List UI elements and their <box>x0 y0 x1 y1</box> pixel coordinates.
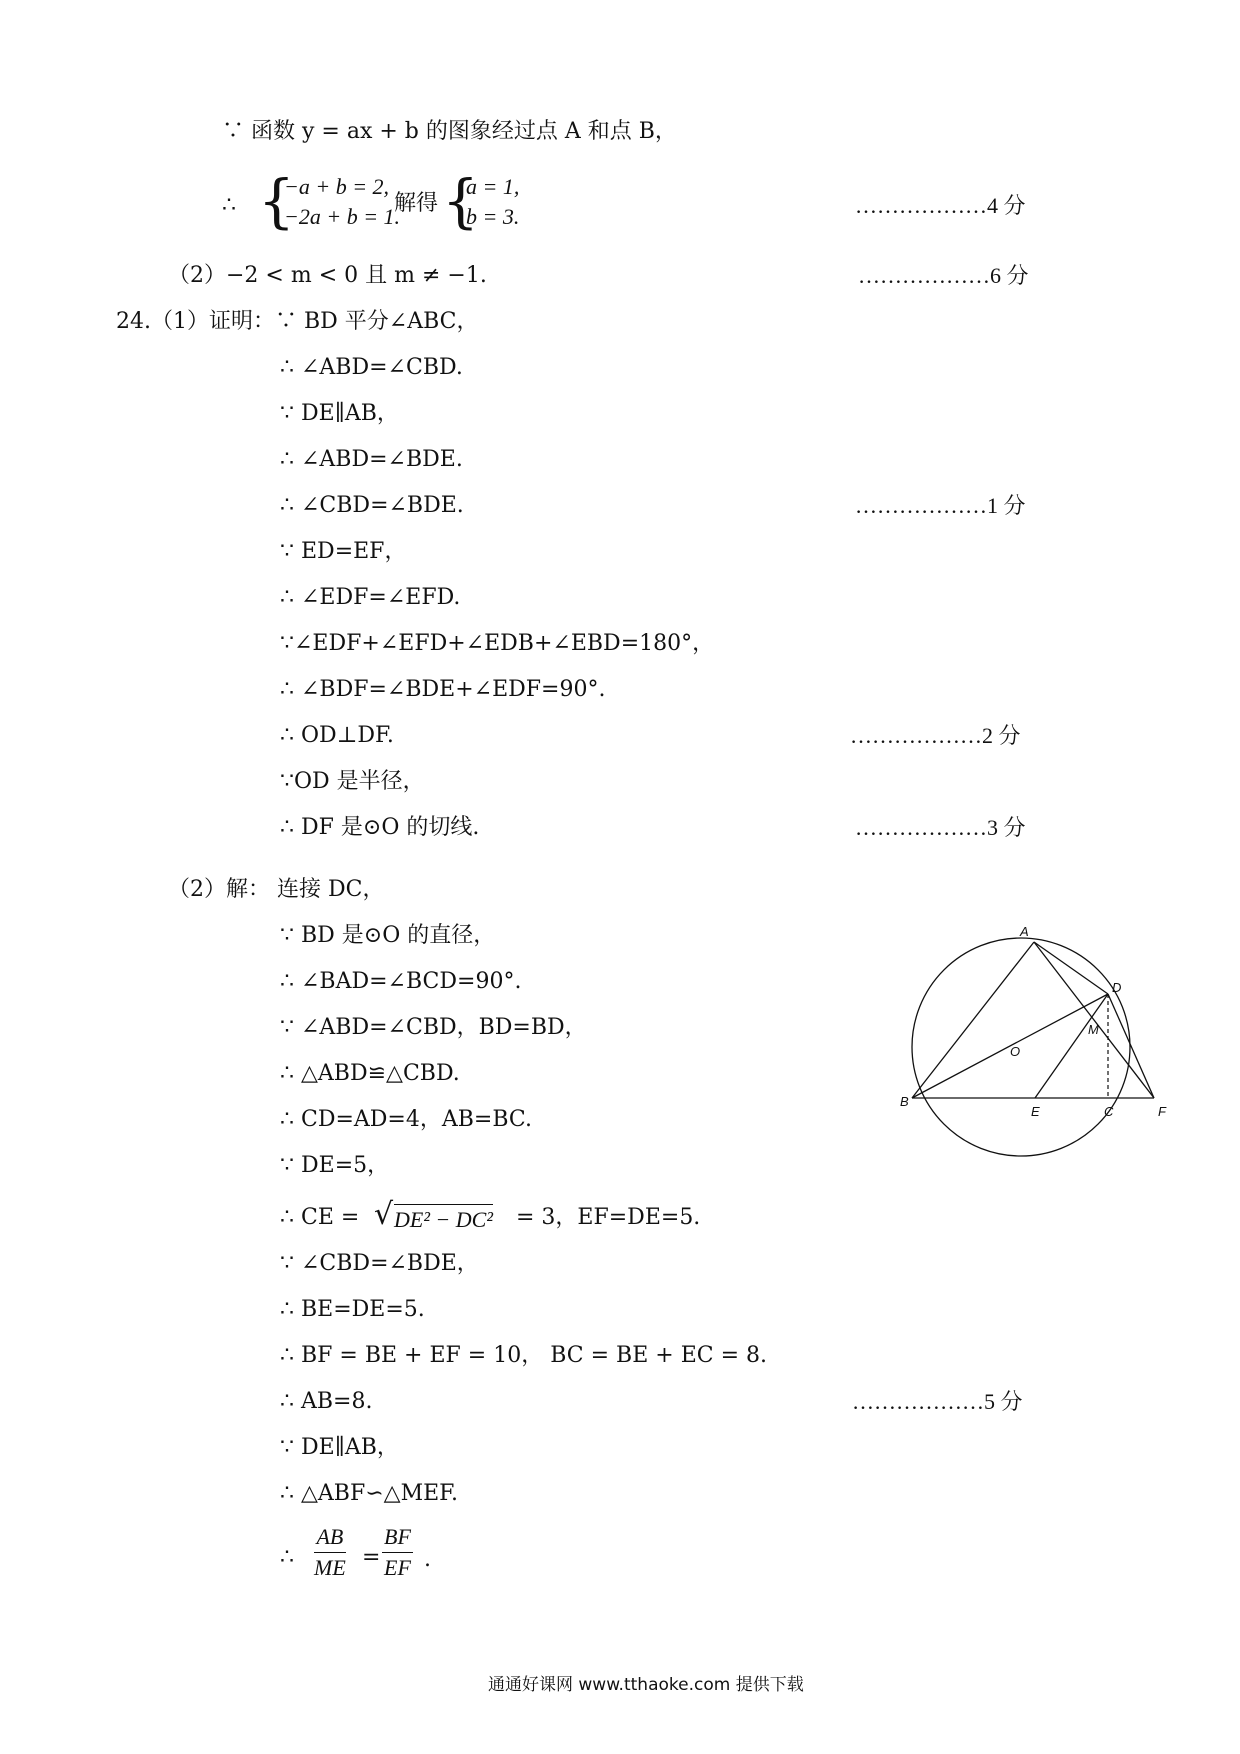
score-5: ………………5 分 <box>852 1389 1023 1414</box>
footer-credit: 通通好课网 www.tthaoke.com 提供下载 <box>488 1675 804 1695</box>
line-part-2-range: （2）−2 < m < 0 且 m ≠ −1. <box>168 263 487 288</box>
fraction-bf-ef <box>382 1524 413 1581</box>
solution-line-8: ∵ ∠CBD=∠BDE， <box>280 1251 479 1276</box>
score-2: ………………2 分 <box>850 723 1021 748</box>
score-6: ………………6 分 <box>858 263 1029 288</box>
fraction-bf-ef-denominator: EF <box>384 1555 411 1580</box>
equation-system-1 <box>284 172 400 232</box>
solution-line-3: ∵ ∠ABD=∠CBD，BD=BD， <box>280 1015 587 1040</box>
system-2-eq-2: b = 3. <box>466 204 520 229</box>
label-d: D <box>1112 980 1122 995</box>
solution-line-1: ∵ BD 是⊙O 的直径， <box>280 923 496 948</box>
fraction-ab-me-numerator: AB <box>314 1524 346 1553</box>
label-b: B <box>900 1094 909 1109</box>
solution-line-7-prefix: ∴ CE = <box>280 1205 360 1230</box>
solution-line-5: ∴ CD=AD=4，AB=BC. <box>280 1107 532 1132</box>
solution-line-7-suffix: = 3，EF=DE=5. <box>516 1205 701 1230</box>
segment-ab <box>912 942 1034 1098</box>
solve-label: 解得 <box>394 191 439 216</box>
solution-line-11: ∴ AB=8. <box>280 1389 373 1414</box>
geometry-figure <box>900 920 1170 1160</box>
radical-sign: √ <box>374 1197 394 1232</box>
proof-line-10: ∵OD 是半径， <box>280 769 425 794</box>
proof-line-4: ∴ ∠CBD=∠BDE. <box>280 493 464 518</box>
system-1-eq-2: −2a + b = 1. <box>284 204 401 229</box>
proof-line-9: ∴ OD⊥DF. <box>280 723 394 748</box>
label-c: C <box>1104 1104 1114 1119</box>
label-a: A <box>1020 924 1029 939</box>
proof-line-11: ∴ DF 是⊙O 的切线. <box>280 815 480 840</box>
radicand: DE² − DC² <box>394 1204 493 1234</box>
label-m: M <box>1088 1022 1099 1037</box>
fraction-bf-ef-numerator: BF <box>382 1524 413 1553</box>
score-4: ………………4 分 <box>855 193 1026 218</box>
solution-line-14-symbol: ∴ <box>280 1545 294 1570</box>
proof-line-1: ∴ ∠ABD=∠CBD. <box>280 355 463 380</box>
solution-line-4: ∴ △ABD≌△CBD. <box>280 1061 460 1086</box>
system-1-eq-1: −a + b = 2, <box>284 174 390 199</box>
solution-line-2: ∴ ∠BAD=∠BCD=90°. <box>280 969 522 994</box>
segment-de <box>1035 994 1108 1098</box>
brace-left-1: { <box>258 167 295 235</box>
circle-o <box>912 938 1130 1156</box>
fraction-ab-me-denominator: ME <box>314 1555 346 1580</box>
fraction-ab-me <box>314 1524 346 1581</box>
label-o: O <box>1010 1044 1021 1059</box>
solution-line-13: ∴ △ABF∽△MEF. <box>280 1481 458 1506</box>
brace-left-2: { <box>442 167 479 235</box>
score-1: ………………1 分 <box>855 493 1026 518</box>
proof-line-7: ∵∠EDF+∠EFD+∠EDB+∠EBD=180°， <box>280 631 715 656</box>
label-f: F <box>1158 1104 1166 1119</box>
system-2-eq-1: a = 1, <box>466 174 520 199</box>
solution-line-6: ∵ DE=5， <box>280 1153 390 1178</box>
solution-line-12: ∵ DE∥AB， <box>280 1435 399 1460</box>
fraction-equals: = <box>362 1545 381 1570</box>
question-24-part-1: 24.（1）证明：∵ BD 平分∠ABC， <box>116 309 479 334</box>
solution-line-9: ∴ BE=DE=5. <box>280 1297 425 1322</box>
proof-line-2: ∵ DE∥AB， <box>280 401 399 426</box>
line-function-passes: ∵ 函数 y = ax + b 的图象经过点 A 和点 B， <box>222 119 677 144</box>
label-e: E <box>1031 1104 1040 1119</box>
fraction-period: . <box>424 1547 431 1572</box>
segment-df <box>1108 994 1154 1098</box>
question-24-part-2: （2）解： 连接 DC， <box>168 877 385 902</box>
proof-line-6: ∴ ∠EDF=∠EFD. <box>280 585 461 610</box>
score-3: ………………3 分 <box>855 815 1026 840</box>
equation-system-2 <box>466 172 519 232</box>
proof-line-3: ∴ ∠ABD=∠BDE. <box>280 447 463 472</box>
therefore-symbol: ∴ <box>222 193 236 218</box>
proof-line-5: ∵ ED=EF， <box>280 539 407 564</box>
proof-line-8: ∴ ∠BDF=∠BDE+∠EDF=90°. <box>280 677 606 702</box>
solution-line-10: ∴ BF = BE + EF = 10， BC = BE + EC = 8. <box>280 1343 767 1368</box>
